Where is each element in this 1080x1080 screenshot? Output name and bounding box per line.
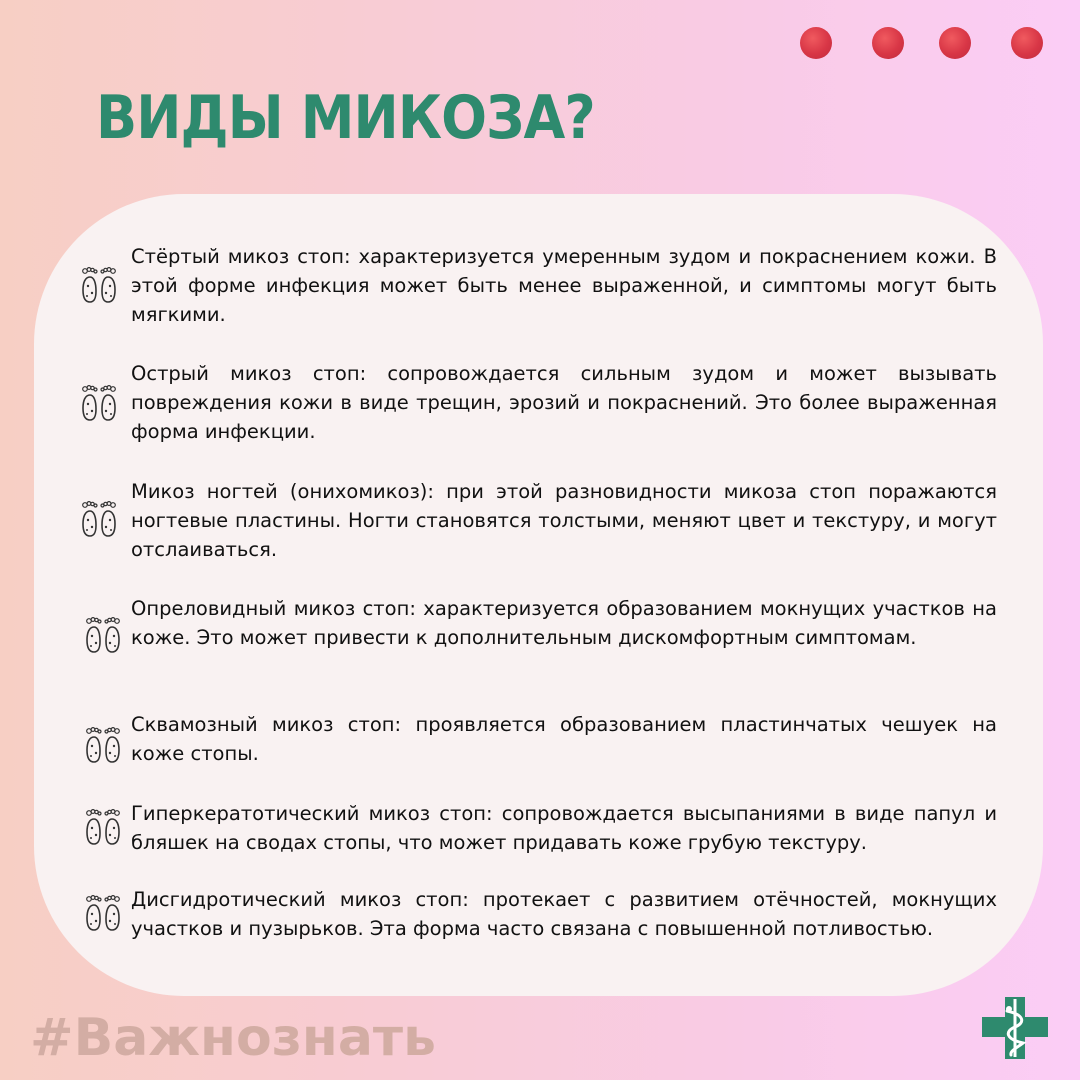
pharmacy-cross-serpent-icon (980, 995, 1050, 1061)
feet-icon (78, 498, 120, 540)
dot-decoration (872, 27, 904, 59)
list-item: Гиперкератотический микоз стоп: сопровождается высыпаниями в виде папул и бляшек на сводах стопы, что может придавать коже грубую текстуру. (131, 802, 997, 854)
dot-decoration (939, 27, 971, 59)
feet-icon (82, 892, 124, 934)
list-item: Микоз ногтей (онихомикоз): при этой разновидности микоза стоп поражаются ногтевые пластины. Ногти становятся толстыми, меняют цвет и текстуру, и могут отслаиваться. (131, 480, 997, 561)
decorative-dots (800, 27, 1045, 61)
list-item: Дисгидротический микоз стоп: протекает с развитием отёчностей, мокнущих участков и пузырьков. Эта форма часто связана с повышенной потливостью. (131, 888, 997, 940)
dot-decoration (800, 27, 832, 59)
list-item: Опреловидный микоз стоп: характеризуется образованием мокнущих участков на коже. Это может привести к дополнительным дискомфортным симптомам. (131, 597, 997, 649)
dot-decoration (1011, 27, 1043, 59)
list-item: Сквамозный микоз стоп: проявляется образованием пластинчатых чешуек на коже стопы. (131, 713, 997, 765)
hashtag: #Важнознать (30, 1008, 436, 1068)
feet-icon (82, 724, 124, 766)
list-item: Стёртый микоз стоп: характеризуется умеренным зудом и покраснением кожи. В этой форме инфекция может быть менее выраженной, и симптомы могут быть мягкими. (131, 245, 997, 326)
feet-icon (78, 382, 120, 424)
feet-icon (82, 806, 124, 848)
feet-icon (78, 264, 120, 306)
page-title: ВИДЫ МИКОЗА? (96, 83, 595, 153)
list-item: Острый микоз стоп: сопровождается сильным зудом и может вызывать повреждения кожи в виде трещин, эрозий и покраснений. Это более выраженная форма инфекции. (131, 362, 997, 443)
feet-icon (82, 614, 124, 656)
